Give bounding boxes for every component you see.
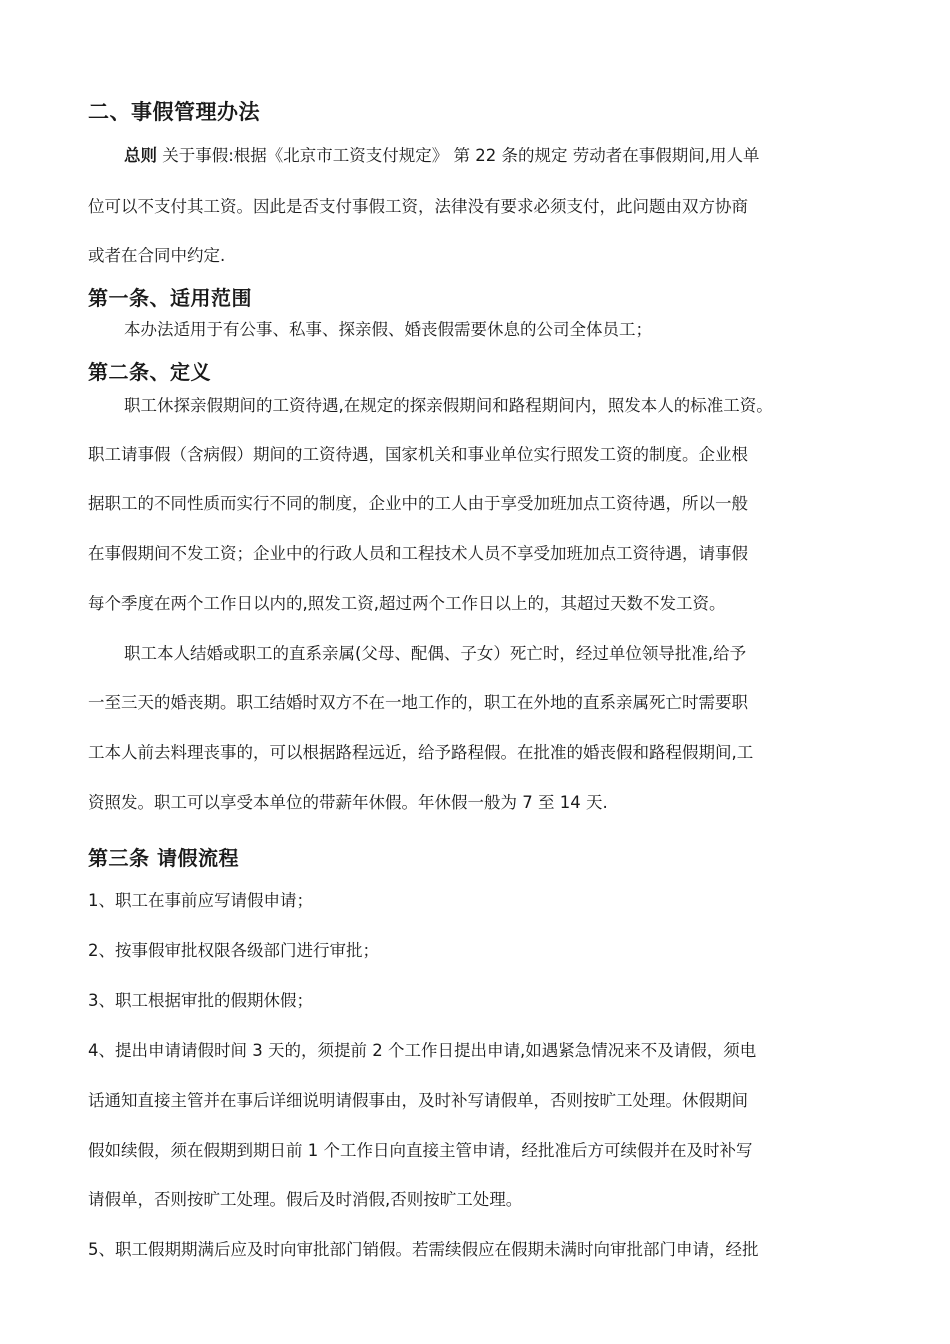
article2-para1-line-3: 据职工的不同性质而实行不同的制度，企业中的工人由于享受加班加点工资待遇，所以一般 <box>88 494 748 513</box>
article2-para2-line-1: 职工本人结婚或职工的直系亲属(父母、配偶、子女）死亡时，经过单位领导批准,给予 <box>124 644 747 663</box>
general-text-line-1: 关于事假:根据《北京市工资支付规定》 第 22 条的规定 劳动者在事假期间,用人单 <box>162 146 760 165</box>
article2-para2-line-3: 工本人前去料理丧事的，可以根据路程远近，给予路程假。在批准的婚丧假和路程假期间,工 <box>88 743 754 762</box>
article2-para1-line-1: 职工休探亲假期间的工资待遇,在规定的探亲假期间和路程期间内，照发本人的标准工资。 <box>124 396 773 415</box>
article3-item4-line-1: 4、提出申请请假时间 3 天的，须提前 2 个工作日提出申请,如遇紧急情况来不及请假，须电 <box>88 1041 757 1060</box>
article3-title: 第三条 请假流程 <box>88 846 239 870</box>
general-text-line-2: 位可以不支付其工资。因此是否支付事假工资，法律没有要求必须支付，此问题由双方协商 <box>88 197 748 216</box>
article2-para1-line-5: 每个季度在两个工作日以内的,照发工资,超过两个工作日以上的，其超过天数不发工资。 <box>88 594 726 613</box>
article2-para2-line-2: 一至三天的婚丧期。职工结婚时双方不在一地工作的，职工在外地的直系亲属死亡时需要职 <box>88 693 748 712</box>
article3-item-3: 3、职工根据审批的假期休假； <box>88 991 313 1010</box>
general-label: 总则 <box>124 146 157 165</box>
article3-item4-line-4: 请假单，否则按旷工处理。假后及时消假,否则按旷工处理。 <box>88 1190 523 1209</box>
article2-para1-line-2: 职工请事假（含病假）期间的工资待遇，国家机关和事业单位实行照发工资的制度。企业根 <box>88 445 748 464</box>
article2-para1-line-4: 在事假期间不发工资；企业中的行政人员和工程技术人员不享受加班加点工资待遇，请事假 <box>88 544 748 563</box>
article3-item4-line-3: 假如续假，须在假期到期日前 1 个工作日向直接主管申请，经批准后方可续假并在及时补写 <box>88 1141 753 1160</box>
article1-title: 第一条、适用范围 <box>88 286 252 310</box>
article3-item4-line-2: 话通知直接主管并在事后详细说明请假事由，及时补写请假单，否则按旷工处理。休假期间 <box>88 1091 748 1110</box>
general-text-line-3: 或者在合同中约定. <box>88 246 226 265</box>
article3-item-5: 5、职工假期期满后应及时向审批部门销假。若需续假应在假期未满时向审批部门申请，经批 <box>88 1240 759 1259</box>
article3-item-2: 2、按事假审批权限各级部门进行审批； <box>88 941 379 960</box>
article2-para2-line-4: 资照发。职工可以享受本单位的带薪年休假。年休假一般为 7 至 14 天. <box>88 793 608 812</box>
section-title: 二、事假管理办法 <box>88 100 260 124</box>
article3-item-1: 1、职工在事前应写请假申请； <box>88 891 313 910</box>
article1-text: 本办法适用于有公事、私事、探亲假、婚丧假需要休息的公司全体员工； <box>124 320 652 339</box>
article2-title: 第二条、定义 <box>88 360 211 384</box>
general-first-line <box>124 148 760 165</box>
